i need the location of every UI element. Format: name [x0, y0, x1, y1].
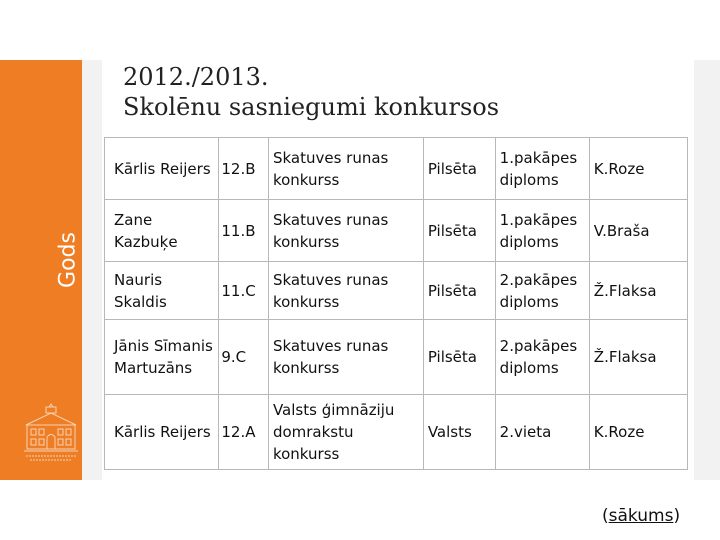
competition-cell: Skatuves runas konkurss	[268, 138, 423, 200]
competition-cell: Skatuves runas konkurss	[268, 320, 423, 395]
table-row	[105, 200, 688, 262]
level-cell: Pilsēta	[423, 200, 495, 262]
table-row	[105, 395, 688, 470]
teacher-cell: V.Braša	[589, 200, 687, 262]
student-name-cell: Kārlis Reijers	[105, 138, 219, 200]
competition-cell: Valsts ģimnāziju domrakstu konkurss	[268, 395, 423, 470]
class-cell: 11.C	[219, 262, 269, 320]
level-cell: Pilsēta	[423, 320, 495, 395]
table-row	[105, 262, 688, 320]
student-name-cell: Nauris Skaldis	[105, 262, 219, 320]
year-vertical-label: Gods	[55, 232, 81, 288]
home-link[interactable]: sākums	[608, 506, 674, 526]
right-decor-bar	[694, 60, 720, 480]
prize-cell: 2.pakāpes diploms	[495, 320, 589, 395]
page-title	[123, 62, 499, 122]
student-name-cell: Kārlis Reijers	[105, 395, 219, 470]
title-subtitle: Skolēnu sasniegumi konkursos	[123, 93, 500, 121]
results-table	[104, 137, 688, 470]
level-cell: Pilsēta	[423, 262, 495, 320]
table-row	[105, 320, 688, 395]
teacher-cell: Ž.Flaksa	[589, 262, 687, 320]
level-cell: Pilsēta	[423, 138, 495, 200]
class-cell: 12.A	[219, 395, 269, 470]
table-row	[105, 138, 688, 200]
student-name-cell: Jānis Sīmanis Martuzāns	[105, 320, 219, 395]
prize-cell: 1.pakāpes diploms	[495, 200, 589, 262]
footer-nav: (sākums)	[602, 506, 681, 526]
title-year: 2012./2013.	[123, 63, 269, 91]
prize-cell: 1.pakāpes diploms	[495, 138, 589, 200]
prize-cell: 2.pakāpes diploms	[495, 262, 589, 320]
teacher-cell: Ž.Flaksa	[589, 320, 687, 395]
level-cell: Valsts	[423, 395, 495, 470]
prize-cell: 2.vieta	[495, 395, 589, 470]
class-cell: 12.B	[219, 138, 269, 200]
class-cell: 9.C	[219, 320, 269, 395]
competition-cell: Skatuves runas konkurss	[268, 262, 423, 320]
school-logo-icon	[22, 403, 80, 465]
teacher-cell: K.Roze	[589, 138, 687, 200]
class-cell: 11.B	[219, 200, 269, 262]
competition-cell: Skatuves runas konkurss	[268, 200, 423, 262]
student-name-cell: Zane Kazbuķe	[105, 200, 219, 262]
teacher-cell: K.Roze	[589, 395, 687, 470]
